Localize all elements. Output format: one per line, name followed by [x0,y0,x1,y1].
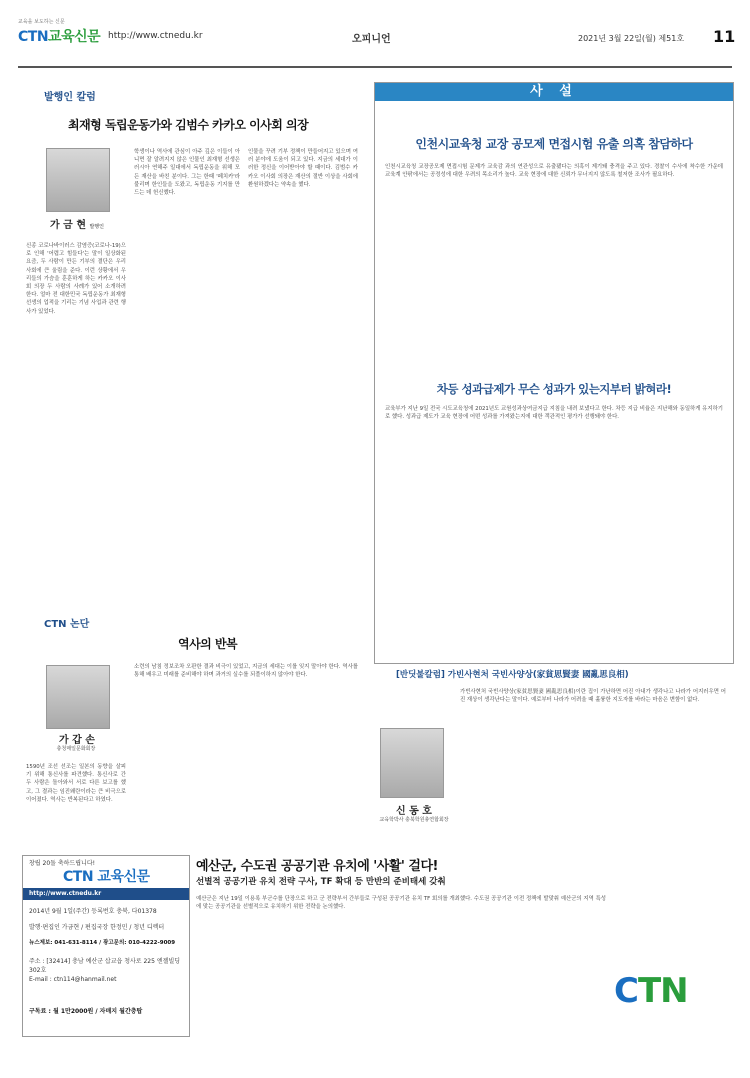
column-text-1: 신종 코로나바이러스 감염증(코로나-19)으로 인해 '어렵고 힘들다'는 말이 일상화된 요즘, 두 사람이 만든 기부의 결단은 우리 사회에 큰 울림을 준다. 이런 상황에서 우리들의 가슴을 훈훈하게 하는 카카오 이사회 의장 두 사람의 사례가 있어 소개하려 한다. 얼마 전 대한민국 독립운동가 최재형 선생의 업적을 기리는 기념 사업과 관련 행사가 있었다. [26,243,126,315]
editorial-tag: 사 설 [375,83,733,101]
firefly-author-title: 교육학박사 충북학원총연합회장 [379,817,449,823]
forum-text-2: 소련의 남침 정보조차 오판한 결과 비극이 있었고, 지금의 세대는 이를 잊지 말아야 한다. 역사를 통해 배우고 미래를 준비해야 하며 과거의 실수를 되풀이하지 않아야 한다. [134,664,358,679]
editorial-text-2: 교육부가 지난 9일 전국 시도교육청에 2021년도 교원성과상여금지급 지침을 내려 보냈다고 한다. 차등 지급 비율은 지난해와 동일하게 유지하기로 했다. 성과급 제도가 교육 현장에 어떤 성과를 가져왔는지에 대한 객관적인 평가가 선행돼야 한다. [385,406,723,421]
author-photo [46,148,110,212]
ad-registration: 2014년 9월 1일(주간) 등록번호 충북, 다01378 [29,908,157,915]
logo-tagline: 교육을 보도하는 신문 [18,19,65,25]
forum-headline[interactable]: 역사의 반복 [178,637,238,651]
forum-author-title: 충청매일문화회장 [56,746,96,752]
promo-text: 예산군은 지난 19일 이용록 부군수를 단장으로 하고 군 전략부서 간부들로 구성된 공공기관 유치 TF 회의를 개최했다. 수도권 공공기관 이전 정책에 발맞춰 예산군의 지역 특성에 맞는 공공기관을 선별적으로 유치하기 위한 전략을 논의했다. [196,896,606,911]
ad-logo[interactable]: CTN 교육신문 [63,869,150,885]
issue-date: 2021년 3월 22일(월) 제51호 [578,34,685,43]
forum-text-1: 1590년 조선 선조는 일본의 동향을 살피기 위해 통신사를 파견했다. 통신사로 간 두 사람은 돌아와서 서로 다른 보고를 했고, 그 결과는 임진왜란이라는 큰 비극으로 이어졌다. 역사는 반복된다고 하였다. [26,764,126,803]
firefly-author-photo [380,728,444,798]
firefly-label[interactable]: [반딧불칼럼] 가빈사현처 국빈사양상(家貧思賢妻 國亂思良相) [396,670,629,680]
masthead-box [22,855,190,1037]
editorial-headline-1[interactable]: 인천시교육청 교장 공모제 면접시험 유출 의혹 참담하다 [415,137,693,151]
column-headline[interactable]: 최재형 독립운동가와 김범수 카카오 이사회 의장 [68,118,309,132]
column-label: 발행인 칼럼 [44,92,96,103]
column-text-3: 인물을 꾸려 기부 정책이 만들어지고 있으며 여러 분야에 도움이 되고 있다. 지금의 세대가 이러한 정신을 이어받아야 할 때이다. 김범수 카카오 이사회 의장은 재산의 절반 이상을 사회에 환원하겠다는 약속을 했다. [248,149,358,188]
forum-author-photo [46,665,110,729]
promo-headline[interactable]: 예산군, 수도권 공공기관 유치에 '사활' 걸다! [196,859,438,874]
ad-email[interactable]: E-mail : ctn114@hanmail.net [29,976,117,983]
promo-article [196,855,732,1035]
ad-subscription: 구독료 : 월 1만2000원 / 자매지 월간충탑 [29,1008,143,1015]
section-title: 오피니언 [352,34,391,45]
firefly-text: 가빈사현처 국빈사양상(家貧思賢妻 國亂思良相)이란 집이 가난하면 어진 아내가 생각나고 나라가 어지러우면 어진 재상이 생각난다는 말이다. 예로부터 나라가 어려울 때 훌륭한 지도자를 바라는 마음은 변함이 없다. [460,689,726,704]
firefly-author-name: 신 동 호 [396,806,432,817]
editorial-box [374,82,734,664]
column-text-2: 학생이나 역사에 관심이 아주 깊은 이들이 아니면 잘 알려지지 않은 인물인 최재형 선생은 러시아 연해주 일대에서 독립운동을 위해 모든 재산을 바친 분이다. 그는 한때 '페치카'라 불리며 한인들을 도왔고, 독립운동 기지를 만드는 데 헌신했다. [134,149,240,197]
forum-author-name: 가 갑 손 [59,735,95,746]
author-name: 가 금 현 발행인 [50,220,104,231]
publisher-column [18,70,366,652]
editorial-headline-2[interactable]: 차등 성과급제가 무슨 성과가 있는지부터 밝혀라! [436,382,672,396]
ad-contact: 뉴스제보: 041-631-8114 / 광고문의: 010-4222-9009 [29,940,176,946]
ad-staff: 발행·편집인 가금현 / 편집국장 한정민 / 청년 디렉터 [29,924,165,931]
promo-subheadline: 선별적 공공기관 유치 전략 구사, TF 확대 등 만반의 준비태세 갖춰 [196,877,446,887]
forum-label: CTN 논단 [44,619,90,630]
ad-address: 주소 : [32414] 충남 예산군 삽교읍 청사로 225 엔젤빌딩 302호 [29,958,181,974]
ad-url[interactable]: http://www.ctnedu.kr [23,888,189,900]
site-url[interactable]: http://www.ctnedu.kr [108,31,203,41]
ctn-brand-logo: CTN [614,971,688,1011]
page-number: 11 [713,27,736,46]
logo[interactable]: CTN교육신문 [18,29,101,45]
ad-top-label: 창립 20돌 축하드립니다! [29,860,96,867]
page-header [18,14,736,68]
editorial-text-1: 인천시교육청 교장공모제 면접시험 문제가 교육감 과의 연관성으로 유출됐다는 의혹이 제기돼 충격을 주고 있다. 경찰이 수사에 착수한 가운데 교육계 안팎에서는 공정성에 대한 우려의 목소리가 높다. 교육 현장에 대한 신뢰가 무너지지 않도록 철저한 조사가 필요하다. [385,164,723,179]
